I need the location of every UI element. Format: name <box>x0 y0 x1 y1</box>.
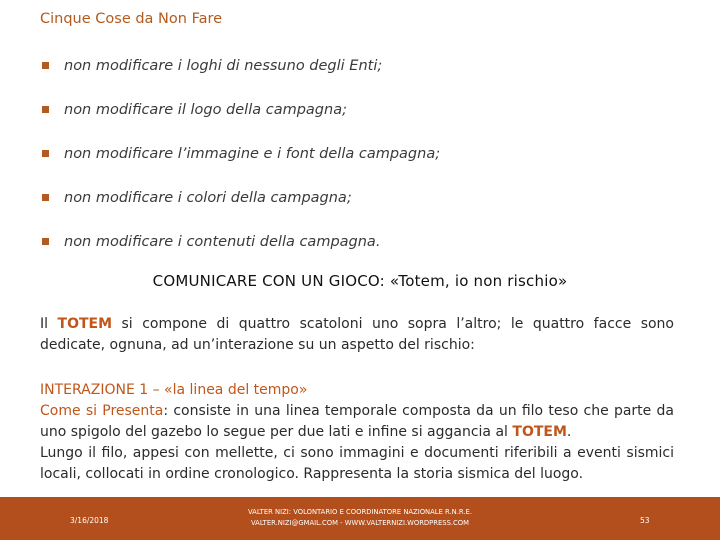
totem-description <box>40 314 674 356</box>
footer-author-line: VALTER NIZI: VOLONTARIO E COORDINATORE NAZIONALE R.N.R.E. <box>247 508 473 516</box>
period: . <box>566 424 572 440</box>
section-heading: COMUNICARE CON UN GIOCO: «Totem, io non rischio» <box>152 272 568 290</box>
square-bullet-icon <box>42 106 49 113</box>
square-bullet-icon <box>42 194 49 201</box>
totem-highlight: TOTEM <box>512 424 567 440</box>
list-item <box>40 232 440 276</box>
square-bullet-icon <box>42 150 49 157</box>
list-item <box>40 100 440 144</box>
list-item-text: non modificare i colori della campagna; <box>64 190 352 206</box>
list-item-text: non modificare l’immagine e i font della campagna; <box>64 146 441 162</box>
slide-title: Cinque Cose da Non Fare <box>40 11 223 27</box>
list-item-text: non modificare il logo della campagna; <box>64 102 347 118</box>
interaction-second-paragraph: Lungo il filo, appesi con mellette, ci sono immagini e documenti riferibili a eventi sismici locali, collocati in ordine cronologico. Rappresenta la storia sismica del luogo. <box>40 445 674 482</box>
footer-author <box>180 507 540 529</box>
interaction-label: INTERAZIONE 1 – «la linea del tempo» <box>40 382 308 398</box>
footer-contact-line: VALTER.NIZI@GMAIL.COM - WWW.VALTERNIZI.WORDPRESS.COM <box>250 519 470 527</box>
para-prefix: Il <box>40 316 58 332</box>
list-item-text: non modificare i contenuti della campagna. <box>64 234 381 250</box>
list-item <box>40 188 440 232</box>
list-item <box>40 144 440 188</box>
come-text: : consiste in una linea temporale composta da un filo teso che parte da uno spigolo del gazebo lo segue per due lati e infine si aggancia al <box>40 403 674 440</box>
dont-list <box>40 56 440 276</box>
footer-date: 3/16/2018 <box>70 516 109 525</box>
come-si-presenta-label: Come si Presenta <box>40 403 164 419</box>
totem-highlight: TOTEM <box>57 316 113 332</box>
interaction-description <box>40 401 674 443</box>
square-bullet-icon <box>42 238 49 245</box>
page-number: 53 <box>640 516 650 525</box>
para-text: si compone di quattro scatoloni uno sopra l’altro; le quattro facce sono dedicate, ognuna, ad un’interazione su un aspetto del rischio: <box>40 316 674 353</box>
interaction-block <box>40 380 674 485</box>
footer-bar <box>0 497 720 540</box>
square-bullet-icon <box>42 62 49 69</box>
list-item-text: non modificare i loghi di nessuno degli Enti; <box>64 58 383 74</box>
list-item <box>40 56 440 100</box>
